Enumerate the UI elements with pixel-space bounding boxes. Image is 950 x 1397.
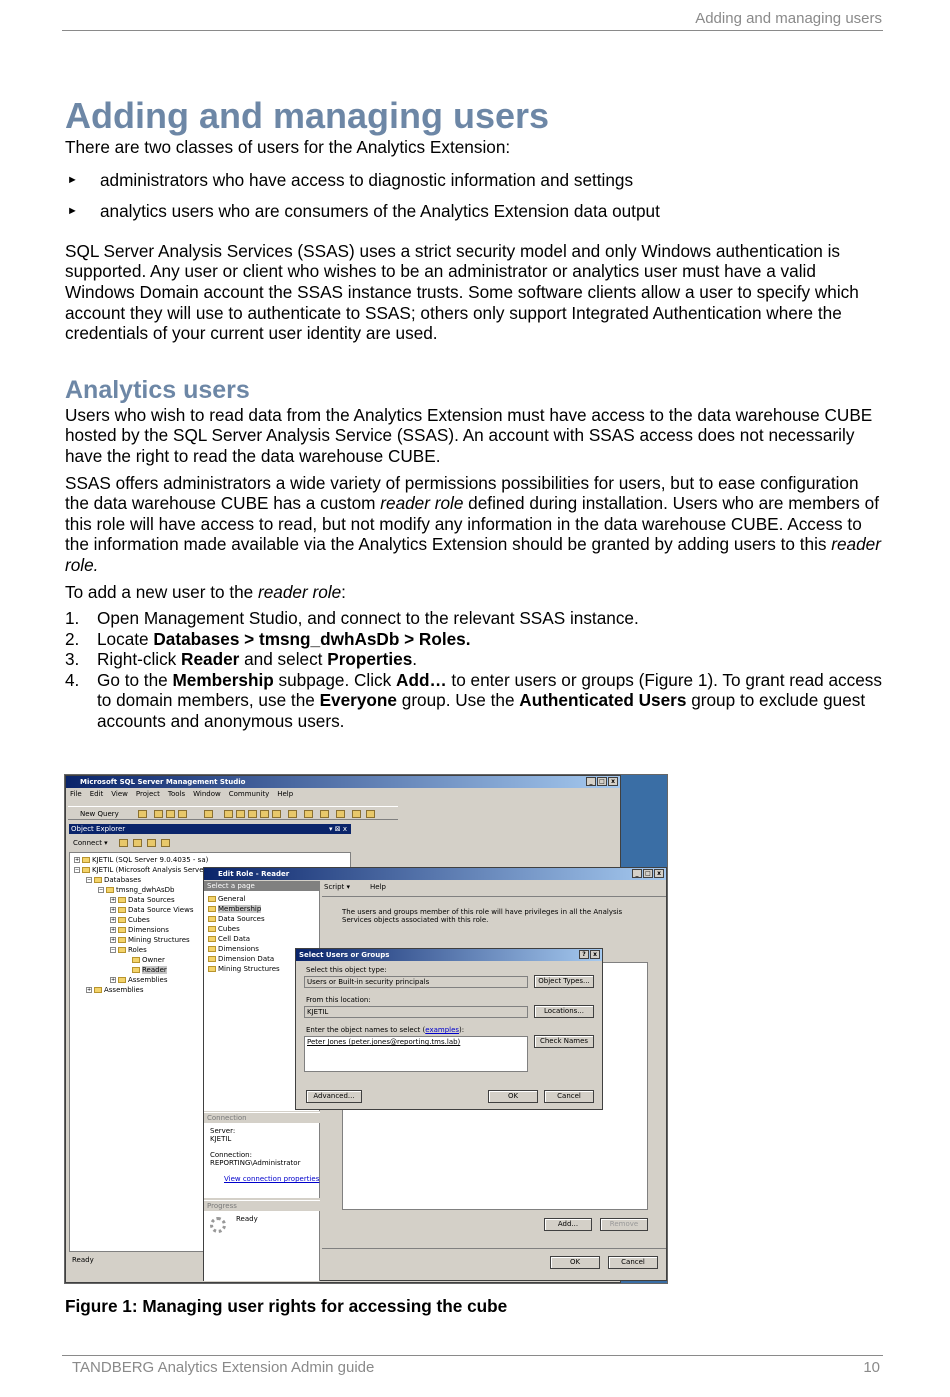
cancel-button[interactable]: Cancel	[608, 1256, 658, 1269]
dialog-ok-button[interactable]: OK	[488, 1090, 538, 1103]
analytics-paragraph-2: SSAS offers administrators a wide variety of permissions possibilities for users, but to ease configuration the data warehouse CUBE has a custom reader role defined during installation. Users who are members of this role will have access to read, but not modify any information in the data warehouse CUBE. Access to the information made available via the Analytics Extension should be granted by adding users to this reader role.	[65, 472, 881, 575]
select-users-dialog	[295, 948, 603, 1110]
object-explorer-header: Object Explorer ▾ ⊠ x	[69, 824, 351, 834]
subsection-title: Analytics users	[65, 375, 250, 404]
toolbar-icon[interactable]	[366, 810, 375, 818]
page-mining-structures[interactable]: Mining Structures	[208, 965, 280, 973]
menu-project[interactable]: Project	[135, 790, 160, 798]
toolbar-icon[interactable]	[248, 810, 257, 818]
divider	[322, 1248, 666, 1249]
ssms-screenshot	[64, 774, 668, 1284]
toolbar-icon[interactable]	[138, 810, 147, 818]
select-page-header: Select a page	[204, 881, 319, 891]
page-data-sources[interactable]: Data Sources	[208, 915, 265, 923]
toolbar-icon[interactable]	[320, 810, 329, 818]
tree-node[interactable]: Owner	[132, 956, 165, 964]
list-item: ► administrators who have access to diagnostic information and settings	[67, 169, 634, 190]
main-toolbar	[68, 806, 398, 820]
toolbar-icon[interactable]	[288, 810, 297, 818]
object-types-button[interactable]: Object Types...	[534, 975, 594, 988]
progress-panel: Ready	[204, 1211, 320, 1281]
minimize-icon[interactable]: _	[586, 777, 596, 786]
toolbar-icon[interactable]	[336, 810, 345, 818]
page-content	[65, 95, 883, 732]
menu-tools[interactable]: Tools	[167, 790, 186, 798]
script-button[interactable]: Script ▾	[324, 883, 351, 891]
header-rule	[62, 30, 883, 31]
menu-window[interactable]: Window	[193, 790, 221, 798]
toolbar-icon[interactable]	[178, 810, 187, 818]
toolbar-icon[interactable]	[224, 810, 233, 818]
page-cubes[interactable]: Cubes	[208, 925, 240, 933]
location-label: From this location:	[306, 996, 371, 1004]
menu-view[interactable]: View	[111, 790, 128, 798]
steps-intro: To add a new user to the reader role:	[65, 581, 346, 602]
add-button[interactable]: Add...	[544, 1218, 592, 1231]
tree-node[interactable]: − KJETIL (Microsoft Analysis Serve	[75, 866, 204, 874]
toolbar-icon[interactable]	[272, 810, 281, 818]
object-type-label: Select this object type:	[306, 966, 387, 974]
maximize-icon[interactable]: □	[643, 869, 653, 878]
close-icon[interactable]: x	[654, 869, 664, 878]
toolbar-icon[interactable]	[236, 810, 245, 818]
toolbar-icon[interactable]	[154, 810, 163, 818]
maximize-icon[interactable]: □	[597, 777, 607, 786]
progress-header: Progress	[204, 1200, 320, 1210]
tree-node[interactable]: − tmsng_dwhAsDb	[99, 886, 175, 894]
analytics-paragraph-1: Users who wish to read data from the Analytics Extension must have access to the data warehouse CUBE hosted by the SQL Server Analysis Service (SSAS). An account with SSAS access does not necessarily have the right to read the data warehouse CUBE.	[65, 404, 873, 466]
status-bar: Ready	[72, 1256, 94, 1264]
page-cell-data[interactable]: Cell Data	[208, 935, 250, 943]
connect-button[interactable]: Connect ▾	[73, 839, 108, 847]
role-description: The users and groups member of this role will have privileges in all the Analysis Services objects associated with this role.	[342, 908, 623, 924]
step-item: 1. Open Management Studio, and connect to the relevant SSAS instance.	[65, 608, 639, 629]
filter-icon[interactable]	[147, 839, 156, 847]
ssas-paragraph: SQL Server Analysis Services (SSAS) uses a strict security model and only Windows authentication is supported. Any user or client who wishes to be an administrator or analytics user must have a valid Windows Domain account the SSAS instance trusts. Some software clients allow a user to specify which account they will use to authenticate to SSAS; others only support Integrated Authentication where the credentials of your current user identity are used.	[65, 240, 859, 344]
bullet-arrow-icon: ►	[67, 173, 78, 186]
help-icon[interactable]: ?	[579, 950, 589, 959]
figure-caption: Figure 1: Managing user rights for accessing the cube	[65, 1296, 508, 1316]
advanced-button[interactable]: Advanced...	[306, 1090, 362, 1103]
tree-node[interactable]: + Mining Structures	[111, 936, 190, 944]
toolbar-icon[interactable]	[166, 810, 175, 818]
tree-node[interactable]: − Databases	[87, 876, 142, 884]
examples-link[interactable]: examples	[425, 1026, 460, 1034]
location-field: KJETIL	[304, 1006, 528, 1018]
enter-names-label: Enter the object names to select (examples):	[306, 1026, 465, 1034]
tree-node[interactable]: + Assemblies	[111, 976, 168, 984]
menu-bar	[70, 790, 293, 798]
ok-button[interactable]: OK	[550, 1256, 600, 1269]
connection-header: Connection	[204, 1112, 320, 1122]
user-classes-list	[65, 170, 883, 222]
remove-button[interactable]: Remove	[600, 1218, 648, 1231]
toolbar-icon[interactable]	[304, 810, 313, 818]
minimize-icon[interactable]: _	[632, 869, 642, 878]
intro-text: There are two classes of users for the Analytics Extension:	[65, 137, 511, 157]
refresh-icon[interactable]	[161, 839, 170, 847]
locations-button[interactable]: Locations...	[534, 1005, 594, 1018]
new-query-button[interactable]: New Query	[80, 810, 119, 818]
running-header: Adding and managing users	[695, 10, 882, 27]
dialog-cancel-button[interactable]: Cancel	[544, 1090, 594, 1103]
tree-node[interactable]: + Data Sources	[111, 896, 175, 904]
page-dimensions[interactable]: Dimensions	[208, 945, 259, 953]
step-item: 3. Right-click Reader and select Properties.	[65, 649, 418, 670]
object-explorer-toolbar	[69, 836, 351, 850]
close-icon[interactable]: ▾ ⊠ x	[329, 825, 347, 833]
step-item: 2. Locate Databases > tmsng_dwhAsDb > Roles.	[65, 628, 471, 649]
close-icon[interactable]: x	[608, 777, 618, 786]
page-dimension-data[interactable]: Dimension Data	[208, 955, 274, 963]
tree-node[interactable]: + Dimensions	[111, 926, 169, 934]
connection-panel: Server: KJETIL Connection: REPORTING\Administrator View connection properties	[204, 1123, 320, 1198]
step-item: 4. Go to the Membership subpage. Click Add… to enter users or groups (Figure 1). To grant read access to domain members, use the Everyone group. Use the Authenticated Users group to exclude guest accounts and anonymous users.	[65, 669, 882, 732]
edit-role-titlebar: Edit Role - Reader _ □ x	[204, 868, 666, 880]
menu-community[interactable]: Community	[228, 790, 270, 798]
view-connection-link[interactable]: View connection properties	[224, 1175, 320, 1183]
ssms-titlebar: Microsoft SQL Server Management Studio _ □ x	[66, 776, 620, 788]
menu-help[interactable]: Help	[277, 790, 294, 798]
tree-node-reader[interactable]: Reader	[132, 966, 167, 974]
object-names-input[interactable]: Peter Jones (peter.jones@reporting.tms.lab)	[304, 1036, 528, 1072]
tree-node[interactable]: + Data Source Views	[111, 906, 194, 914]
footer-rule	[62, 1355, 883, 1356]
tree-node[interactable]: + Assemblies	[87, 986, 144, 994]
list-item: ► analytics users who are consumers of the Analytics Extension data output	[67, 201, 660, 222]
footer-title: TANDBERG Analytics Extension Admin guide	[72, 1359, 375, 1376]
menu-file[interactable]: File	[70, 790, 82, 798]
toolbar-icon[interactable]	[260, 810, 269, 818]
toolbar-icon[interactable]	[119, 839, 128, 847]
close-icon[interactable]: x	[590, 950, 600, 959]
page-general[interactable]: General	[208, 895, 246, 903]
toolbar-icon[interactable]	[352, 810, 361, 818]
page-number: 10	[863, 1359, 880, 1376]
divider	[322, 896, 666, 897]
tree-node[interactable]: + KJETIL (SQL Server 9.0.4035 - sa)	[75, 856, 209, 864]
section-title: Adding and managing users	[65, 95, 550, 136]
progress-spinner-icon	[210, 1217, 226, 1233]
toolbar-icon[interactable]	[204, 810, 213, 818]
tree-node[interactable]: − Roles	[111, 946, 147, 954]
toolbar-icon[interactable]	[133, 839, 142, 847]
object-type-field: Users or Built-in security principals	[304, 976, 528, 988]
menu-edit[interactable]: Edit	[89, 790, 104, 798]
check-names-button[interactable]: Check Names	[534, 1035, 594, 1048]
page-membership[interactable]: Membership	[208, 905, 261, 913]
tree-node[interactable]: + Cubes	[111, 916, 150, 924]
bullet-arrow-icon: ►	[67, 205, 78, 218]
steps-list	[65, 608, 883, 732]
help-button[interactable]: Help	[370, 883, 386, 891]
dialog-titlebar: Select Users or Groups ? x	[296, 949, 602, 961]
